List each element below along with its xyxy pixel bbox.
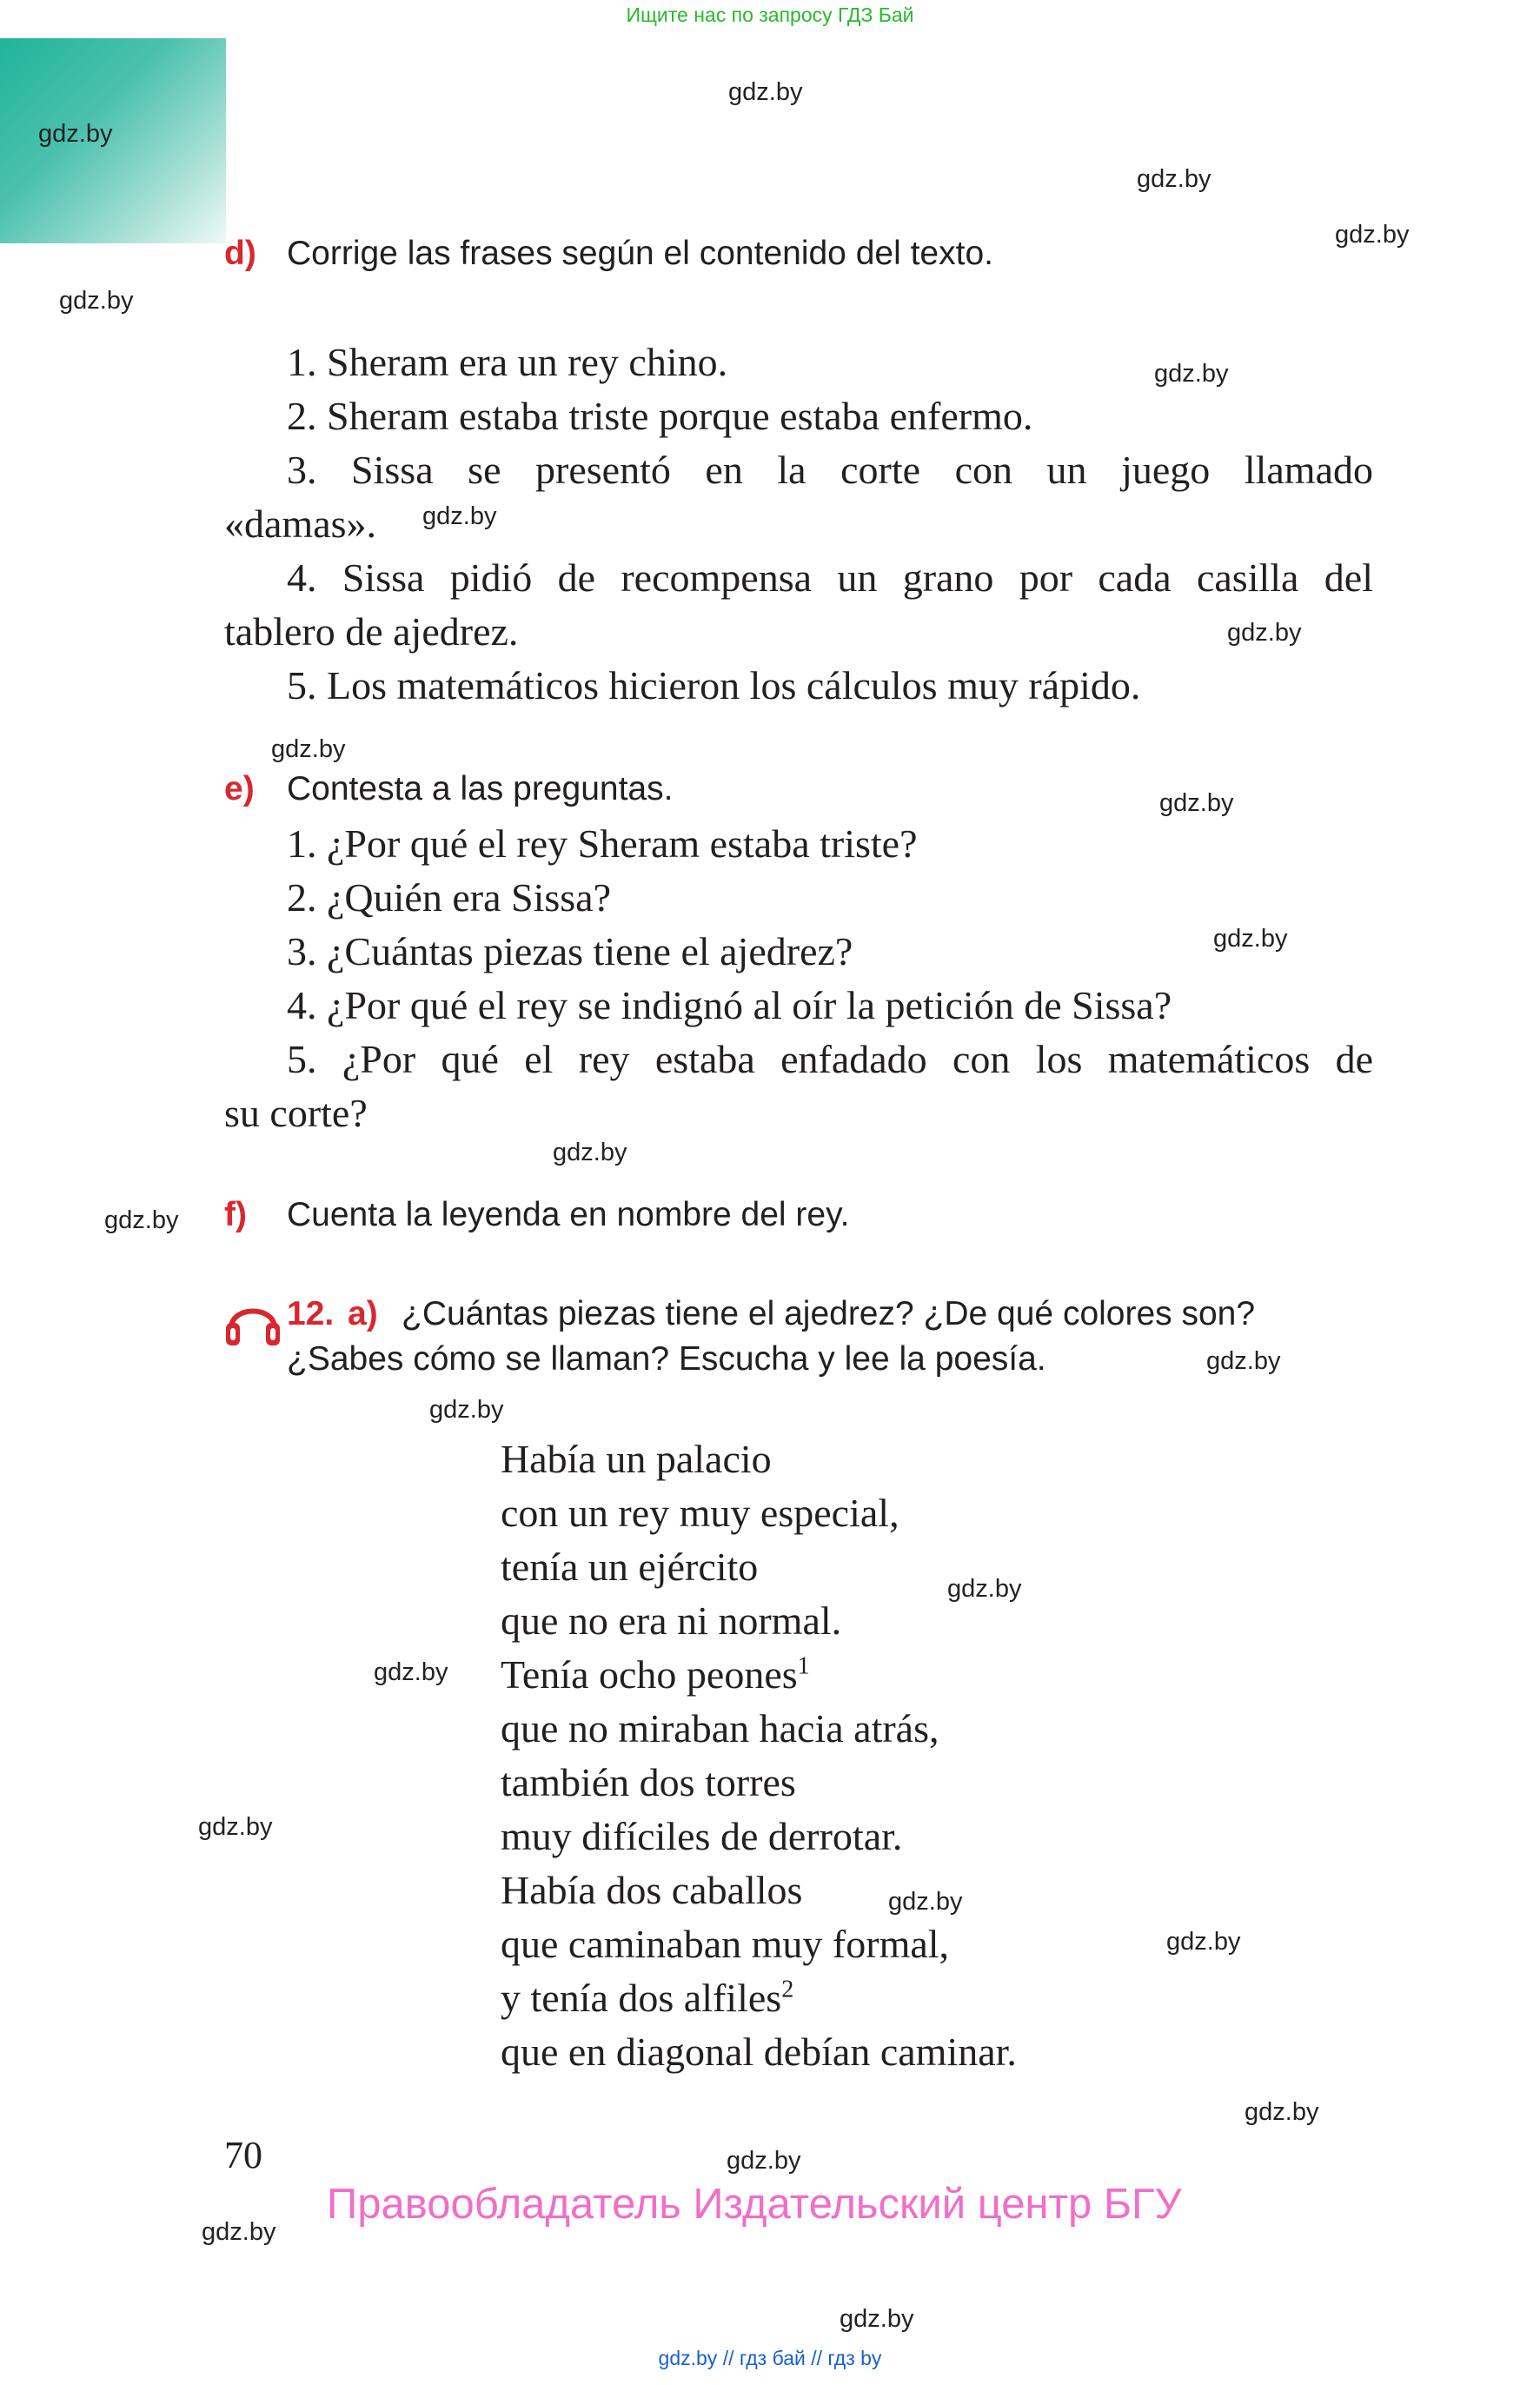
poem-line: también dos torres [501, 1760, 796, 1804]
watermark: gdz.by [38, 120, 113, 148]
section-f-instruction: Cuenta la leyenda en nombre del rey. [287, 1196, 850, 1233]
watermark: gdz.by [59, 287, 134, 315]
exercise-instruction-line: ¿Cuántas piezas tiene el ajedrez? ¿De qué colores son? [402, 1295, 1256, 1332]
copyright-notice: Правообладатель Издательский центр БГУ [327, 2181, 1182, 2228]
watermark: gdz.by [1154, 360, 1229, 388]
section-e-item: 4. ¿Por qué el rey se indignó al oír la petición de Sissa? [287, 983, 1172, 1027]
footnote-mark: 1 [797, 1652, 810, 1680]
watermark: gdz.by [1245, 2098, 1319, 2126]
exercise-marker: a) [348, 1295, 378, 1332]
watermark: gdz.by [198, 1813, 273, 1841]
section-e-marker: e) [224, 770, 255, 807]
poem-line: tenía un ejército [501, 1545, 759, 1589]
poem-line-text: y tenía dos alfiles [501, 1976, 782, 2020]
watermark: gdz.by [422, 502, 497, 530]
watermark: gdz.by [840, 2305, 914, 2333]
poem-line [501, 1975, 793, 2021]
watermark: gdz.by [429, 1396, 504, 1424]
watermark: gdz.by [888, 1888, 963, 1916]
watermark: gdz.by [1335, 221, 1410, 249]
page-number: 70 [224, 2134, 262, 2176]
watermark: gdz.by [271, 735, 346, 763]
section-d-item: 1. Sheram era un rey chino. [287, 340, 728, 384]
watermark: gdz.by [202, 2218, 276, 2246]
watermark: gdz.by [947, 1575, 1022, 1603]
watermark: gdz.by [1159, 789, 1234, 817]
watermark: gdz.by [728, 78, 803, 106]
footer-links: gdz.by // гдз бай // гдз by [658, 2347, 882, 2369]
footnote-mark: 2 [781, 1976, 794, 2003]
poem-line: que caminaban muy formal, [501, 1922, 950, 1966]
section-e-item: 1. ¿Por qué el rey Sheram estaba triste? [287, 821, 918, 866]
section-d-instruction: Corrige las frases según el contenido del texto. [287, 235, 993, 272]
poem-line-text: Tenía ocho peones [501, 1652, 798, 1697]
watermark: gdz.by [553, 1139, 627, 1166]
exercise-number: 12. [287, 1295, 335, 1332]
section-d-item: 2. Sheram estaba triste porque estaba enfermo. [287, 394, 1033, 438]
poem-line [501, 1651, 810, 1697]
watermark: gdz.by [1206, 1347, 1281, 1375]
corner-decoration [0, 38, 226, 243]
section-e-item: 3. ¿Cuántas piezas tiene el ajedrez? [287, 929, 853, 973]
top-banner: Ищите нас по запросу ГДЗ Бай [626, 3, 914, 26]
poem-line: que en diagonal debían caminar. [501, 2030, 1017, 2074]
poem-line: que no era ni normal. [501, 1598, 842, 1643]
section-d-marker: d) [224, 235, 256, 272]
poem-line: Había un palacio [501, 1437, 772, 1481]
watermark: gdz.by [104, 1206, 179, 1234]
watermark: gdz.by [1137, 165, 1211, 193]
poem-line: Había dos caballos [501, 1868, 803, 1912]
watermark: gdz.by [1227, 619, 1302, 647]
poem-line: con un rey muy especial, [501, 1491, 899, 1535]
watermark: gdz.by [374, 1658, 448, 1686]
exercise-instruction-line: ¿Sabes cómo se llaman? Escucha y lee la poesía. [287, 1340, 1046, 1378]
section-e-item: 2. ¿Quién era Sissa? [287, 875, 611, 920]
section-e-instruction: Contesta a las preguntas. [287, 770, 674, 807]
section-e-item: 5. ¿Por qué el rey estaba enfadado con los matemáticos de [287, 1037, 1373, 1081]
section-d-item-continuation: «damas». [224, 502, 377, 546]
poem-line: que no miraban hacia atrás, [501, 1706, 939, 1751]
section-d-item: 5. Los matemáticos hicieron los cálculos muy rápido. [287, 663, 1141, 708]
watermark: gdz.by [1213, 925, 1288, 953]
watermark: gdz.by [1166, 1928, 1241, 1956]
watermark: gdz.by [727, 2147, 801, 2175]
section-f-marker: f) [224, 1196, 247, 1233]
poem-line: muy difíciles de derrotar. [501, 1814, 903, 1858]
section-e-item-continuation: su corte? [224, 1091, 368, 1135]
section-d-item-continuation: tablero de ajedrez. [224, 609, 519, 654]
section-d-item: 3. Sissa se presentó en la corte con un juego llamado [287, 448, 1373, 492]
headphones-icon [224, 1293, 282, 1349]
section-d-item: 4. Sissa pidió de recompensa un grano por cada casilla del [287, 555, 1373, 600]
